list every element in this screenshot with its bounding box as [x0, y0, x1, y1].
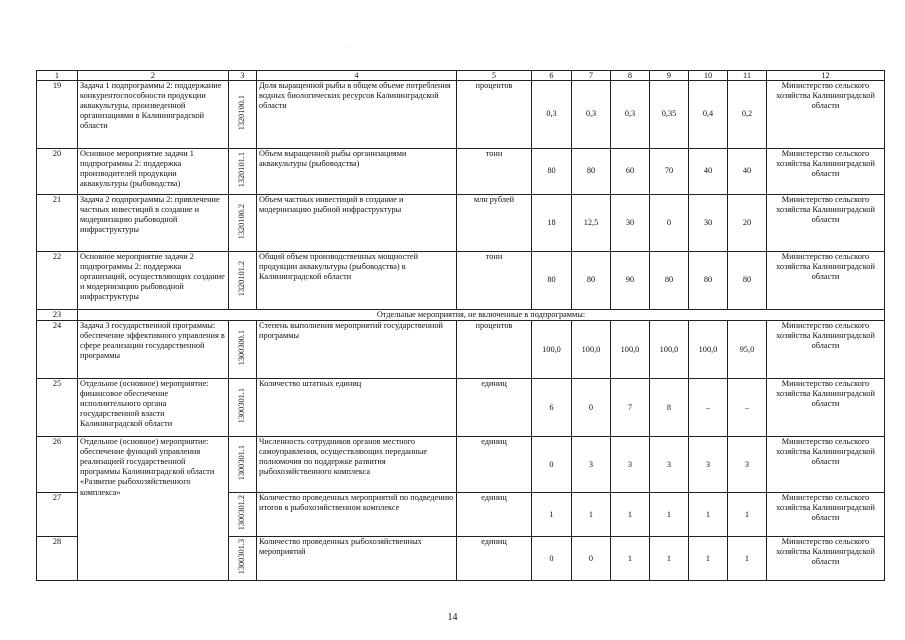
- value-cell: 3: [728, 437, 767, 493]
- measure-code: [229, 252, 257, 310]
- responsible: Министерство сельского хозяйства Калининградской области: [767, 493, 885, 537]
- value-cell: 100,0: [611, 321, 650, 379]
- row-number: 23: [37, 310, 78, 321]
- value-cell: 80: [572, 252, 611, 310]
- value-cell: 0: [572, 537, 611, 581]
- measure-code: [229, 149, 257, 195]
- measure-code-text: 1320101.2: [237, 261, 247, 297]
- value-cell: 80: [689, 252, 728, 310]
- value-cell: 1: [572, 493, 611, 537]
- measure-code: [229, 437, 257, 493]
- row-number: 20: [37, 149, 78, 195]
- table-row: [37, 437, 885, 493]
- value-cell: 80: [532, 149, 572, 195]
- value-cell: 95,0: [728, 321, 767, 379]
- value-cell: 90: [611, 252, 650, 310]
- value-cell: 0,3: [572, 81, 611, 149]
- value-cell: 80: [728, 252, 767, 310]
- value-cell: 1: [728, 537, 767, 581]
- measure-code-text: 1300300.1: [237, 330, 247, 366]
- value-cell: 0: [650, 195, 689, 252]
- page-number: 14: [447, 612, 458, 623]
- header-cell: 5: [457, 71, 532, 81]
- value-cell: –: [728, 379, 767, 437]
- value-cell: 1: [650, 493, 689, 537]
- row-number: 22: [37, 252, 78, 310]
- value-cell: 30: [689, 195, 728, 252]
- measure-code-text: 1320101.1: [237, 152, 247, 188]
- responsible: Министерство сельского хозяйства Калининградской области: [767, 321, 885, 379]
- indicators-table: [36, 70, 885, 581]
- measure-code-text: 1300301.1: [237, 445, 247, 481]
- value-cell: 100,0: [650, 321, 689, 379]
- unit: единиц: [457, 493, 532, 537]
- row-number: 19: [37, 81, 78, 149]
- indicator-name: Численность сотрудников органов местного самоуправления, осуществляющих переданные полномочия по поддержке развития рыбохозяйственного комплекса: [257, 437, 457, 493]
- header-cell: 4: [257, 71, 457, 81]
- value-cell: 1: [689, 537, 728, 581]
- unit: процентов: [457, 321, 532, 379]
- header-cell: 11: [728, 71, 767, 81]
- value-cell: 0,2: [728, 81, 767, 149]
- row-number: 24: [37, 321, 78, 379]
- measure-name: Отдельное (основное) мероприятие: финансовое обеспечение исполнительного органа государственной власти Калининградской области: [78, 379, 229, 437]
- unit: единиц: [457, 379, 532, 437]
- value-cell: 0,4: [689, 81, 728, 149]
- measure-code-text: 1300301.3: [237, 539, 247, 575]
- measure-code: [229, 321, 257, 379]
- indicator-name: Количество проведенных мероприятий по подведению итогов в рыбохозяйственном комплексе: [257, 493, 457, 537]
- value-cell: 3: [572, 437, 611, 493]
- value-cell: 80: [650, 252, 689, 310]
- header-cell: 10: [689, 71, 728, 81]
- measure-name: Задача 3 государственной программы: обеспечение эффективного управления в сфере реализации государственной программы: [78, 321, 229, 379]
- unit: единиц: [457, 537, 532, 581]
- header-cell: 9: [650, 71, 689, 81]
- measure-code-text: 1300301.2: [237, 495, 247, 531]
- value-cell: 80: [532, 252, 572, 310]
- unit: процентов: [457, 81, 532, 149]
- measure-name: Отдельное (основное) мероприятие: обеспечение функций управления реализацией государственной программы Калининградской области «Развитие рыбохозяйственного комплекса»: [78, 437, 229, 581]
- measure-name: Задача 2 подпрограммы 2: привлечение частных инвестиций в создание и модернизацию рыбоводной инфраструктуры: [78, 195, 229, 252]
- value-cell: 0,35: [650, 81, 689, 149]
- value-cell: 1: [611, 493, 650, 537]
- unit: единиц: [457, 437, 532, 493]
- value-cell: 0,3: [611, 81, 650, 149]
- value-cell: 1: [728, 493, 767, 537]
- measure-code: [229, 379, 257, 437]
- row-number: 26: [37, 437, 78, 493]
- measure-code: [229, 537, 257, 581]
- indicator-name: Общий объем производственных мощностей продукции аквакультуры (рыбоводства) в Калининградской области: [257, 252, 457, 310]
- value-cell: 1: [689, 493, 728, 537]
- measure-code: [229, 493, 257, 537]
- unit: тонн: [457, 252, 532, 310]
- section-row: [37, 310, 885, 321]
- value-cell: 6: [532, 379, 572, 437]
- value-cell: 20: [728, 195, 767, 252]
- value-cell: 60: [611, 149, 650, 195]
- row-number: 28: [37, 537, 78, 581]
- header-cell: 7: [572, 71, 611, 81]
- section-title: Отдельные мероприятия, не включенные в подпрограммы:: [78, 310, 885, 321]
- value-cell: 1: [532, 493, 572, 537]
- responsible: Министерство сельского хозяйства Калининградской области: [767, 437, 885, 493]
- value-cell: 80: [572, 149, 611, 195]
- responsible: Министерство сельского хозяйства Калининградской области: [767, 252, 885, 310]
- value-cell: 0: [532, 537, 572, 581]
- value-cell: 40: [728, 149, 767, 195]
- header-cell: 3: [229, 71, 257, 81]
- header-cell: 12: [767, 71, 885, 81]
- header-cell: 1: [37, 71, 78, 81]
- table-row: [37, 195, 885, 252]
- scan-speck: ·: [346, 44, 348, 50]
- value-cell: 3: [650, 437, 689, 493]
- value-cell: 3: [611, 437, 650, 493]
- value-cell: 18: [532, 195, 572, 252]
- measure-name: Задача 1 подпрограммы 2: поддержание конкурентоспособности продукции аквакультуры, произведенной организациями в Калининградской области: [78, 81, 229, 149]
- value-cell: 0: [572, 379, 611, 437]
- value-cell: 40: [689, 149, 728, 195]
- table-row: [37, 321, 885, 379]
- value-cell: 8: [650, 379, 689, 437]
- measure-name: Основное мероприятие задачи 1 подпрограммы 2: поддержка производителей продукции аквакультуры (рыбоводства): [78, 149, 229, 195]
- table-row: [37, 379, 885, 437]
- row-number: 21: [37, 195, 78, 252]
- value-cell: 12,5: [572, 195, 611, 252]
- value-cell: 70: [650, 149, 689, 195]
- value-cell: 3: [689, 437, 728, 493]
- unit: тонн: [457, 149, 532, 195]
- row-number: 27: [37, 493, 78, 537]
- measure-code: [229, 81, 257, 149]
- header-cell: 6: [532, 71, 572, 81]
- value-cell: 0: [532, 437, 572, 493]
- responsible: Министерство сельского хозяйства Калининградской области: [767, 379, 885, 437]
- indicator-name: Объем выращенной рыбы организациями аквакультуры (рыбоводства): [257, 149, 457, 195]
- indicator-name: Количество проведенных рыбохозяйственных мероприятий: [257, 537, 457, 581]
- value-cell: 0,3: [532, 81, 572, 149]
- measure-code-text: 1320100.1: [237, 95, 247, 131]
- indicator-name: Доля выращенной рыбы в общем объеме потребления водных биологических ресурсов Калининградской области: [257, 81, 457, 149]
- value-cell: 1: [611, 537, 650, 581]
- responsible: Министерство сельского хозяйства Калининградской области: [767, 81, 885, 149]
- responsible: Министерство сельского хозяйства Калининградской области: [767, 195, 885, 252]
- header-row: [37, 71, 885, 81]
- table-row: [37, 81, 885, 149]
- measure-code-text: 1300301.1: [237, 388, 247, 424]
- header-cell: 8: [611, 71, 650, 81]
- measure-name: Основное мероприятие задачи 2 подпрограммы 2: поддержка организаций, осуществляющих создание и модернизацию рыбоводной инфраструктуры: [78, 252, 229, 310]
- indicator-name: Степень выполнения мероприятий государственной программы: [257, 321, 457, 379]
- indicator-name: Объем частных инвестиций в создание и модернизацию рыбной инфраструктуры: [257, 195, 457, 252]
- table-row: [37, 149, 885, 195]
- measure-code-text: 1320100.2: [237, 203, 247, 240]
- measure-code: [229, 195, 257, 252]
- row-number: 25: [37, 379, 78, 437]
- value-cell: 1: [650, 537, 689, 581]
- responsible: Министерство сельского хозяйства Калининградской области: [767, 537, 885, 581]
- header-cell: 2: [78, 71, 229, 81]
- value-cell: –: [689, 379, 728, 437]
- value-cell: 100,0: [572, 321, 611, 379]
- value-cell: 100,0: [689, 321, 728, 379]
- value-cell: 30: [611, 195, 650, 252]
- value-cell: 100,0: [532, 321, 572, 379]
- responsible: Министерство сельского хозяйства Калининградской области: [767, 149, 885, 195]
- unit: млн рублей: [457, 195, 532, 252]
- indicator-name: Количество штатных единиц: [257, 379, 457, 437]
- value-cell: 7: [611, 379, 650, 437]
- table-row: [37, 252, 885, 310]
